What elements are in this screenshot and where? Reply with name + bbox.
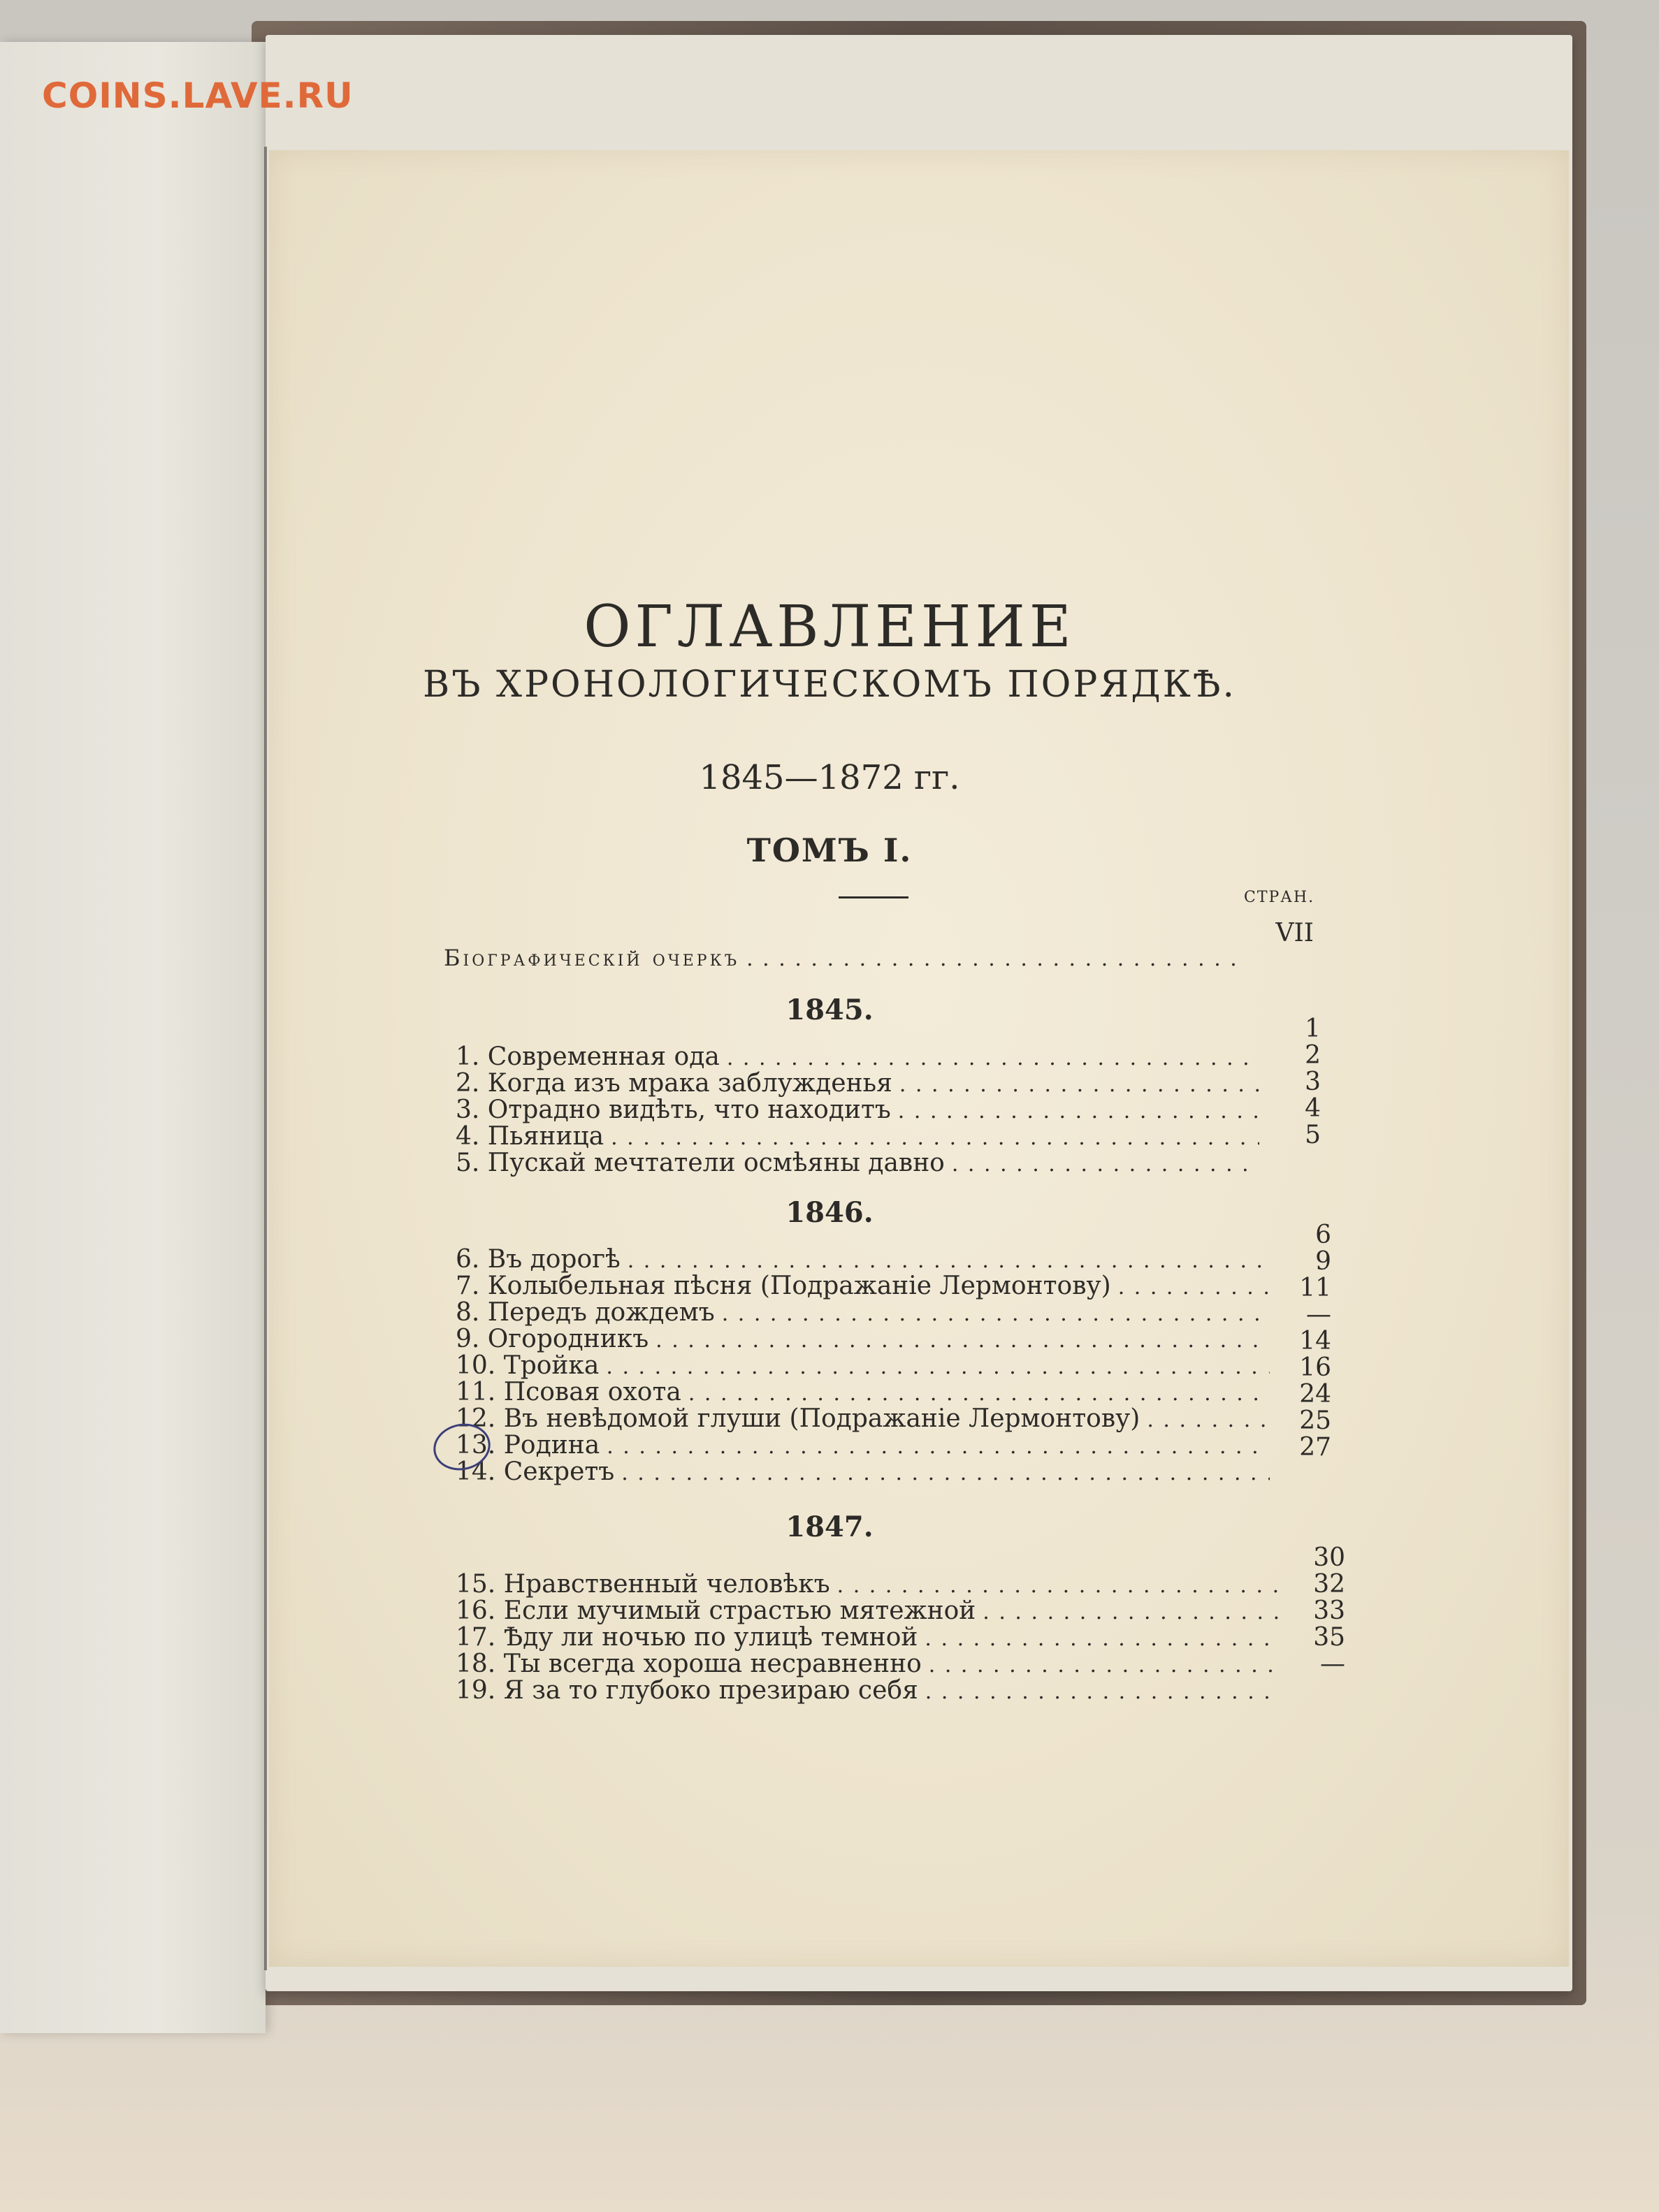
dot-leader [688, 1383, 1270, 1404]
toc-entry-label: 19. Я за то глубоко презираю себя [456, 1676, 918, 1705]
toc-row [456, 1042, 1259, 1071]
toc-row [456, 1433, 1270, 1458]
toc-entry-label: 4. Пьяница [456, 1122, 604, 1151]
toc-row [456, 1353, 1270, 1378]
dot-leader [611, 1128, 1259, 1149]
toc-page-number: — [1306, 1300, 1331, 1329]
section-year: 1846. [785, 1196, 874, 1229]
dot-leader [1147, 1410, 1270, 1431]
toc-page-number: 24 [1299, 1380, 1331, 1409]
dot-leader [925, 1629, 1280, 1650]
dot-leader [952, 1154, 1259, 1175]
toc-page-number: 27 [1299, 1433, 1331, 1462]
toc-row [456, 1652, 1280, 1677]
toc-entry-label: 8. Передъ дождемъ [456, 1298, 715, 1327]
toc-page-number: 6 [1315, 1221, 1331, 1249]
toc-row [456, 1071, 1259, 1096]
pages-column-label: СТРАН. [1244, 889, 1315, 906]
toc-row [456, 1457, 1270, 1486]
toc-entry-label: 5. Пускай мечтатели осмѣяны давно [456, 1149, 945, 1177]
dot-leader [983, 1602, 1280, 1623]
dot-leader [655, 1330, 1270, 1351]
year-range: 1845—1872 гг. [699, 758, 960, 797]
toc-page-number: 4 [1305, 1094, 1321, 1123]
section-year: 1845. [785, 994, 874, 1026]
toc-entry-label: 1. Современная ода [456, 1042, 720, 1071]
dot-leader [925, 1682, 1280, 1703]
toc-page-number: 25 [1299, 1406, 1331, 1435]
page-subtitle: ВЪ ХРОНОЛОГИЧЕСКОМЪ ПОРЯДКѢ. [423, 664, 1236, 706]
toc-row [456, 1406, 1270, 1432]
toc-entry-label: 16. Если мучимый страстью мятежной [456, 1596, 976, 1625]
dot-leader [837, 1576, 1280, 1596]
toc-entry-label: 3. Отрадно видѣть, что находитъ [456, 1096, 891, 1124]
toc-entry-label: 2. Когда изъ мрака заблужденья [456, 1069, 892, 1098]
toc-row [456, 1625, 1280, 1650]
toc-row [456, 1247, 1270, 1272]
toc-row [456, 1274, 1270, 1299]
toc-row [456, 1678, 1280, 1703]
toc-page-number: VII [1275, 919, 1314, 947]
toc-entry-label: 7. Колыбельная пѣсня (Подражаніе Лермонтову) [456, 1272, 1111, 1300]
dot-leader [621, 1463, 1270, 1484]
toc-row [456, 1596, 1280, 1625]
dot-leader [606, 1357, 1270, 1378]
toc-row [456, 1327, 1270, 1352]
toc-row [456, 1380, 1270, 1405]
dot-leader [898, 1101, 1259, 1122]
toc-page-number: 2 [1305, 1041, 1321, 1070]
toc-page-number: 5 [1305, 1121, 1321, 1149]
volume-heading: ТОМЪ I. [746, 831, 913, 869]
dot-leader [628, 1251, 1270, 1272]
toc-row [456, 1124, 1259, 1149]
toc-entry-label: 9. Огородникъ [456, 1325, 649, 1353]
page-title: ОГЛАВЛЕНИЕ [584, 594, 1075, 660]
toc-entry-label: 11. Псовая охота [456, 1378, 681, 1406]
toc-entry-label: Біографическій очеркъ [444, 945, 740, 971]
site-watermark: COINS.LAVE.RU [42, 75, 354, 116]
toc-page-number: 3 [1305, 1068, 1321, 1096]
toc-row [456, 1151, 1259, 1176]
toc-page-number: 33 [1313, 1596, 1345, 1625]
toc-row [456, 1300, 1270, 1325]
toc-entry-label: 13. Родина [456, 1431, 600, 1460]
toc-page-number: 11 [1299, 1274, 1331, 1302]
toc-entry-label: 18. Ты всегда хороша несравненно [456, 1650, 922, 1678]
toc-entry-label: 14. Секретъ [456, 1457, 615, 1486]
section-year: 1847. [785, 1511, 874, 1543]
dot-leader [727, 1048, 1259, 1069]
toc-entry-label: 15. Нравственный человѣкъ [456, 1570, 830, 1599]
toc-entry-label: 6. Въ дорогѣ [456, 1245, 621, 1274]
toc-row [456, 1572, 1280, 1597]
toc-row-bio [444, 947, 1247, 970]
heading-rule [839, 896, 908, 898]
toc-entry-label: 17. Ѣду ли ночью по улицѣ темной [456, 1623, 918, 1652]
toc-row [456, 1098, 1259, 1123]
toc-entry-label: 12. Въ невѣдомой глуши (Подражаніе Лермонтову) [456, 1404, 1140, 1433]
toc-entry-label: 10. Тройка [456, 1351, 600, 1380]
dot-leader [607, 1436, 1270, 1457]
toc-page-number: 30 [1313, 1543, 1345, 1572]
dot-leader [746, 949, 1247, 970]
toc-page-number: 35 [1313, 1623, 1345, 1652]
dot-leader [899, 1075, 1259, 1096]
toc-page-number: 14 [1299, 1327, 1331, 1355]
toc-page-number: 32 [1313, 1570, 1345, 1599]
toc-page-number: 9 [1315, 1247, 1331, 1276]
dot-leader [929, 1655, 1280, 1676]
toc-page-number: 1 [1305, 1014, 1321, 1043]
toc-page-number: 16 [1299, 1353, 1331, 1382]
toc-page-number: — [1320, 1650, 1345, 1678]
dot-leader [1118, 1277, 1270, 1298]
dot-leader [722, 1304, 1270, 1325]
